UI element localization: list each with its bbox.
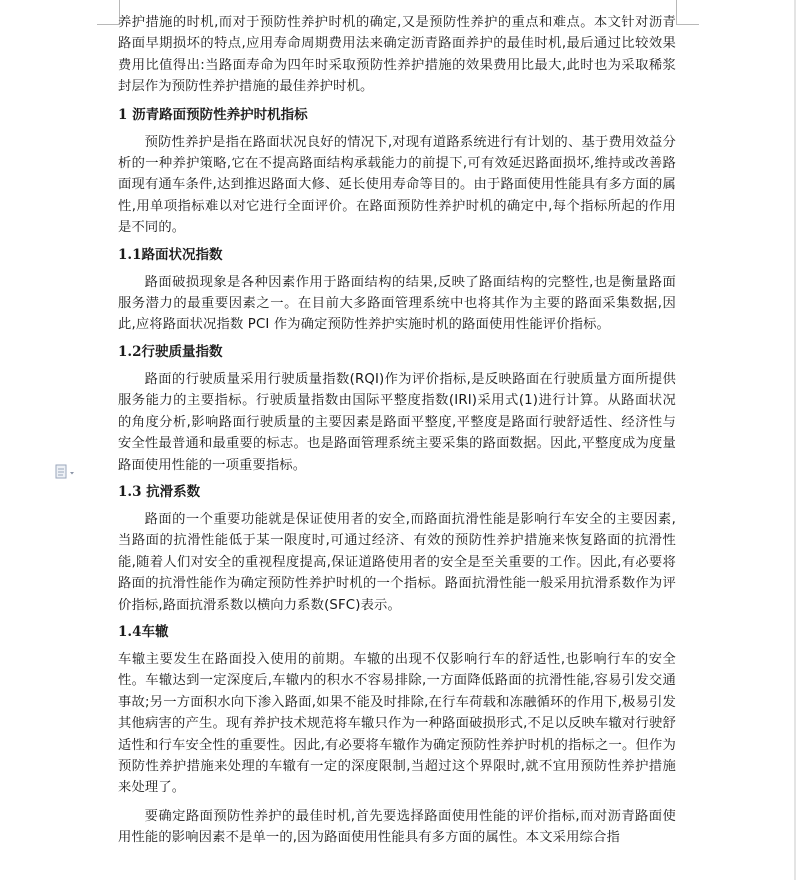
paragraph-options-icon[interactable] <box>54 464 78 482</box>
heading-section-1-2: 1.2行驶质量指数 <box>118 343 223 360</box>
intro-paragraph: 养护措施的时机,而对于预防性养护时机的确定,又是预防性养护的重点和难点。本文针对沥青路面早期损坏的特点,应用寿命周期费用法来确定沥青路面养护的最佳时机,最后通过比较效果费用比值得出:当路面寿命为四年时采取预防性养护措施的效果费用比最大,此时也为采取稀浆封层作为预防性养护措施的最佳养护时机。 <box>118 15 676 95</box>
heading-section-1: 1 沥青路面预防性养护时机指标 <box>118 106 308 123</box>
crop-mark-top-left <box>97 0 120 25</box>
heading-section-1-3: 1.3 抗滑系数 <box>118 483 201 500</box>
paragraph-rutting: 车辙主要发生在路面投入使用的前期。车辙的出现不仅影响行车的舒适性,也影响行车的安全性。车辙达到一定深度后,车辙内的积水不容易排除,一方面降低路面的抗滑性能,容易引发交通事故;另一方面积水向下渗入路面,如果不能及时排除,在行车荷载和冻融循环的作用下,极易引发其他病害的产生。现有养护技术规范将车辙只作为一种路面破损形式,不足以反映车辙对行驶舒适性和行车安全性的重要性。因此,有必要将车辙作为确定预防性养护时机的指标之一。但作为预防性养护措施来处理的车辙有一定的深度限制,当超过这个界限时,就不宜用预防性养护措施来处理了。 <box>118 651 676 796</box>
paragraph-evaluation: 要确定路面预防性养护的最佳时机,首先要选择路面使用性能的评价指标,而对沥青路面使用性能的影响因素不是单一的,因为路面使用性能具有多方面的属性。本文采用综合指 <box>118 808 676 846</box>
paragraph-pci: 路面破损现象是各种因素作用于路面结构的结果,反映了路面结构的完整性,也是衡量路面服务潜力的最重要因素之一。在目前大多路面管理系统中也将其作为主要的路面采集数据,因此,应将路面状况指数 PCI 作为确定预防性养护实施时机的路面使用性能评价指标。 <box>118 274 676 333</box>
paragraph-preventive-maintenance: 预防性养护是指在路面状况良好的情况下,对现有道路系统进行有计划的、基于费用效益分析的一种养护策略,它在不提高路面结构承载能力的前提下,可有效延迟路面损坏,维持或改善路面现有通车条件,达到推迟路面大修、延长使用寿命等目的。由于路面使用性能具有多方面的属性,用单项指标难以对它进行全面评价。在路面预防性养护时机的确定中,每个指标所起的作用是不同的。 <box>118 134 676 236</box>
heading-section-1-4: 1.4车辙 <box>118 623 169 640</box>
crop-mark-top-right <box>676 0 699 25</box>
paragraph-skid-resistance: 路面的一个重要功能就是保证使用者的安全,而路面抗滑性能是影响行车安全的主要因素,当路面的抗滑性能低于某一限度时,可通过经济、有效的预防性养护措施来恢复路面的抗滑性能,随着人们对安全的重视程度提高,保证道路使用者的安全是至关重要的工作。因此,有必要将路面的抗滑性能作为确定预防性养护时机的一个指标。路面抗滑性能一般采用抗滑系数作为评价指标,路面抗滑系数以横向力系数(SFC)表示。 <box>118 511 676 613</box>
heading-section-1-1: 1.1路面状况指数 <box>118 246 223 263</box>
paragraph-rqi: 路面的行驶质量采用行驶质量指数(RQI)作为评价指标,是反映路面在行驶质量方面所提供服务能力的主要指标。行驶质量指数由国际平整度指数(IRI)采用式(1)进行计算。从路面状况的角度分析,影响路面行驶质量的主要因素是路面平整度,平整度是路面行驶舒适性、经济性与安全性最普通和最重要的标志。也是路面管理系统主要采集的路面数据。因此,平整度成为度量路面使用性能的一项重要指标。 <box>118 371 676 473</box>
document-body <box>118 12 676 849</box>
